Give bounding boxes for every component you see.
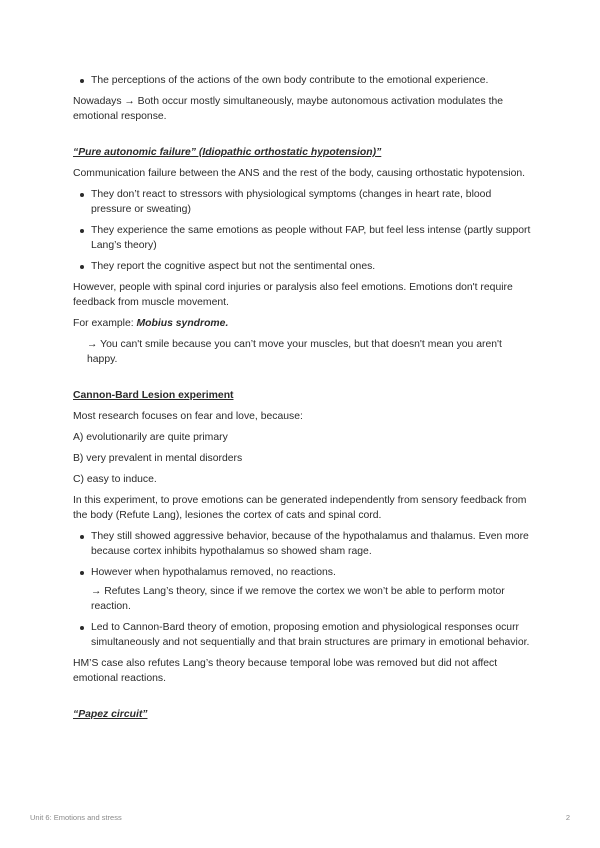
example-prefix: For example:: [73, 318, 137, 329]
document-page: [73, 73, 533, 728]
list-item-note: → Refutes Lang’s theory, since if we remove the cortex we won’t be able to perform motor reaction.: [91, 586, 505, 612]
page-footer: [30, 810, 570, 825]
cannon-intro: Most research focuses on fear and love, because:: [73, 411, 303, 422]
paf-intro: Communication failure between the ANS and the rest of the body, causing orthostatic hypotension.: [73, 168, 526, 179]
cannon-bullet-list: [73, 529, 533, 650]
example-term: Mobius syndrome.: [136, 318, 229, 329]
reason-item: A) evolutionarily are quite primary: [73, 432, 228, 443]
page-number: 2: [565, 813, 570, 822]
footer-title: Unit 6: Emotions and stress: [30, 813, 122, 822]
reason-item: B) very prevalent in mental disorders: [73, 453, 243, 464]
section-heading-paf: “Pure autonomic failure” (Idiopathic orthostatic hypotension)”: [73, 147, 382, 158]
list-item-text: However when hypothalamus removed, no reactions.: [91, 567, 336, 578]
hm-case: HM’S case also refutes Lang’s theory because temporal lobe was removed but did not affect emotional reactions.: [73, 658, 498, 684]
paf-bullet-list: [73, 187, 533, 274]
paf-however: However, people with spinal cord injuries or paralysis also feel emotions. Emotions don't require feedback from muscle movement.: [73, 282, 513, 308]
list-item: They still showed aggressive behavior, because of the hypothalamus and thalamus. Even more because cortex inhibits hypothalamus so showed sham rage.: [91, 529, 533, 559]
section-heading-cannon: Cannon-Bard Lesion experiment: [73, 390, 234, 401]
reason-item: C) easy to induce.: [73, 474, 157, 485]
bullet-list-top: [73, 73, 533, 88]
paf-example: [73, 316, 533, 331]
list-item: They report the cognitive aspect but not the sentimental ones.: [91, 259, 533, 274]
list-item: They don’t react to stressors with physiological symptoms (changes in heart rate, blood pressure or sweating): [91, 187, 533, 217]
paf-example-note: → You can't smile because you can’t move your muscles, but that doesn't mean you aren't happy.: [87, 339, 502, 365]
nowadays-paragraph: Nowadays → Both occur mostly simultaneously, maybe autonomous activation modulates the emotional response.: [73, 96, 504, 122]
list-item: The perceptions of the actions of the own body contribute to the emotional experience.: [91, 73, 533, 88]
section-heading-papez: “Papez circuit”: [73, 709, 148, 720]
list-item: Led to Cannon-Bard theory of emotion, proposing emotion and physiological responses ocurr simultaneously and not sequentially and that brain structures are primary in emotional behavior.: [91, 620, 533, 650]
cannon-experiment: In this experiment, to prove emotions can be generated independently from sensory feedback from the body (Refute Lang), lesiones the cortex of cats and spinal cord.: [73, 495, 527, 521]
list-item: They experience the same emotions as people without FAP, but feel less intense (partly support Lang’s theory): [91, 223, 533, 253]
list-item: [91, 565, 533, 614]
